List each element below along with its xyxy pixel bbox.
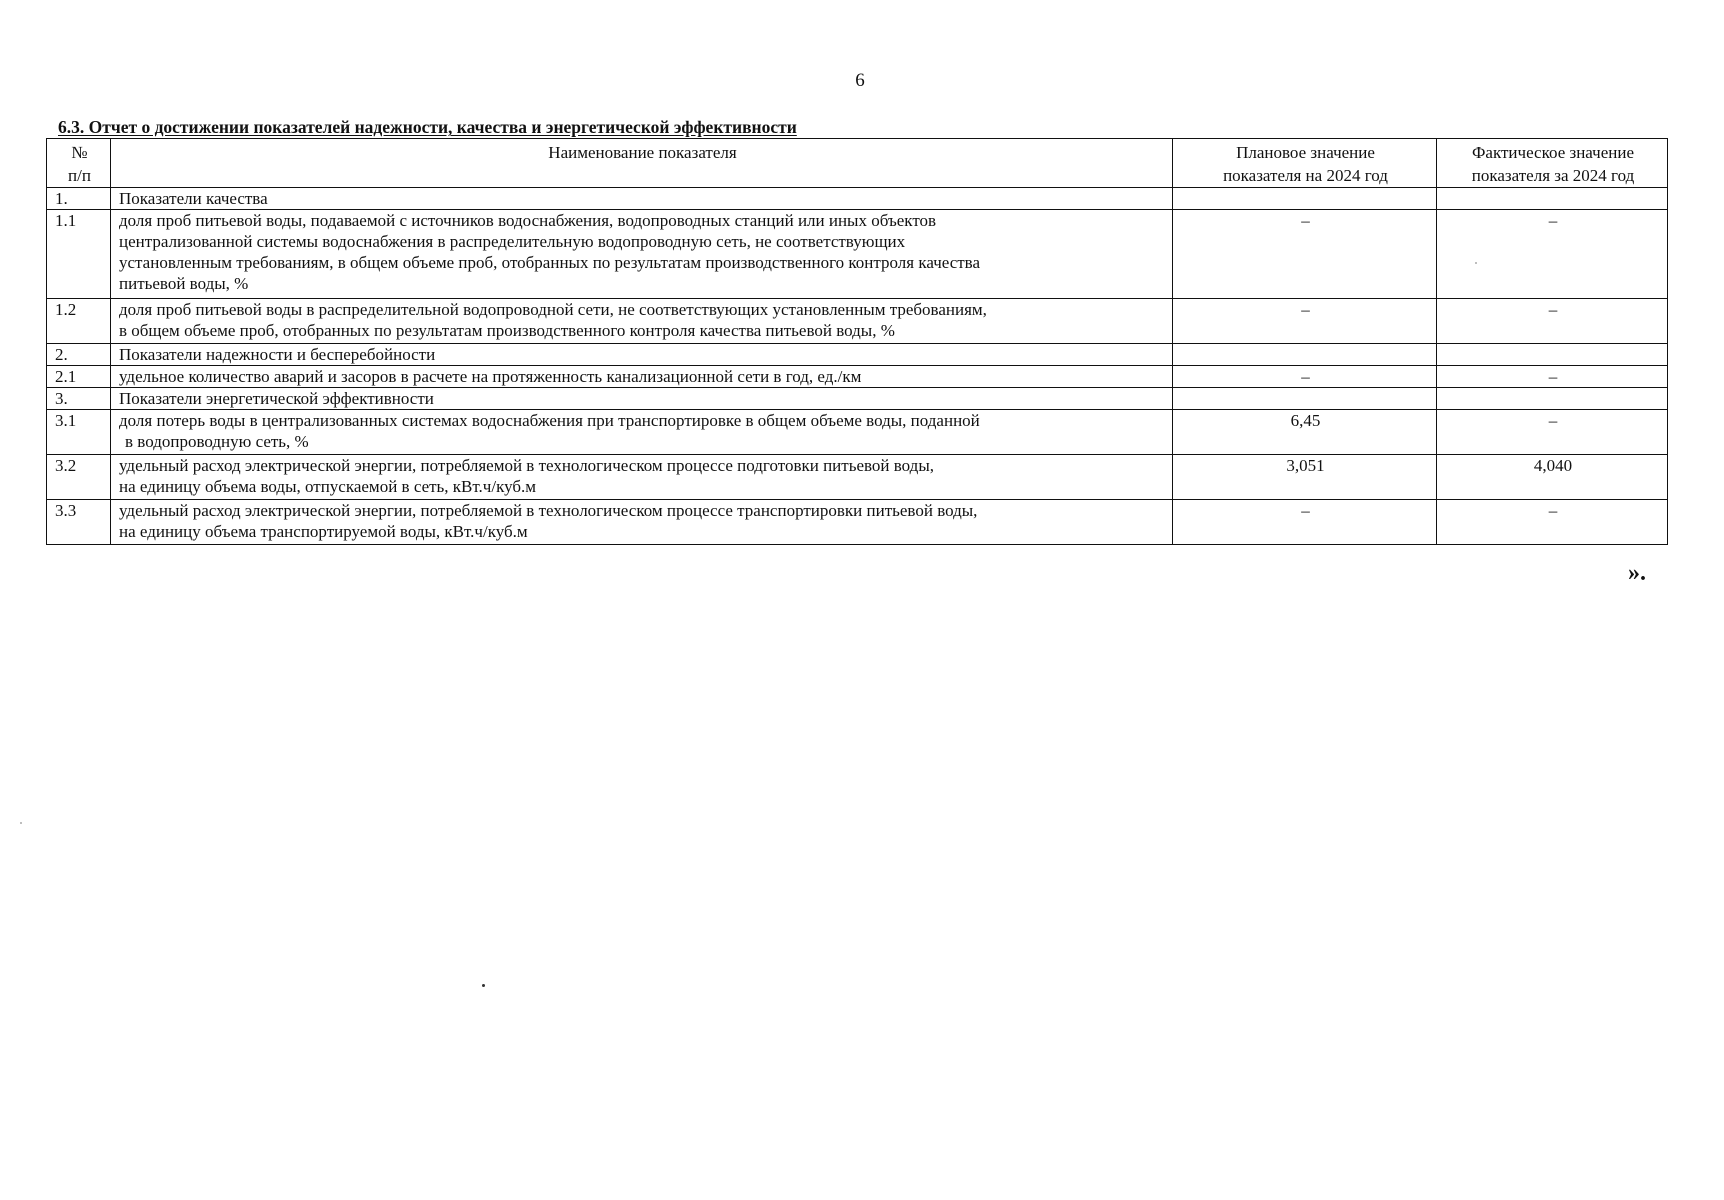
row-fact-value	[1437, 344, 1668, 366]
header-fact-line2: показателя за 2024 год	[1471, 166, 1635, 185]
row-name-line: централизованной системы водоснабжения в распределительную водопроводную сеть, не соответствующих	[119, 232, 906, 251]
row-name-line: Показатели энергетической эффективности	[119, 389, 434, 408]
row-number: 3.1	[47, 410, 111, 455]
row-plan-value: 6,45	[1173, 410, 1437, 455]
table-row	[47, 455, 1668, 500]
row-indicator-name	[111, 188, 1173, 210]
row-plan-value	[1173, 188, 1437, 210]
row-indicator-name	[111, 410, 1173, 455]
header-number-line1: №	[71, 143, 88, 162]
page-number: 6	[855, 70, 865, 91]
row-fact-value	[1437, 388, 1668, 410]
table-row	[47, 366, 1668, 388]
row-indicator-name	[111, 210, 1173, 299]
row-name-line: удельный расход электрической энергии, потребляемой в технологическом процессе транспортировки питьевой воды,	[119, 501, 978, 520]
table-header-row	[47, 139, 1668, 188]
table-row	[47, 410, 1668, 455]
row-number: 2.	[47, 344, 111, 366]
row-number: 3.2	[47, 455, 111, 500]
header-indicator-name-text: Наименование показателя	[548, 143, 737, 162]
row-name-line: на единицу объема транспортируемой воды, кВт.ч/куб.м	[119, 522, 528, 541]
section-title-text: 6.3. Отчет о достижении показателей надежности, качества и энергетической эффективности	[58, 117, 797, 137]
header-number	[47, 139, 111, 188]
table-row	[47, 388, 1668, 410]
table-row	[47, 344, 1668, 366]
row-number: 1.2	[47, 299, 111, 344]
row-name-line: удельный расход электрической энергии, потребляемой в технологическом процессе подготовки питьевой воды,	[119, 456, 934, 475]
table-row	[47, 299, 1668, 344]
row-number: 1.	[47, 188, 111, 210]
row-fact-value: 4,040	[1437, 455, 1668, 500]
section-title	[58, 117, 797, 138]
row-fact-value: –	[1437, 500, 1668, 545]
row-number: 1.1	[47, 210, 111, 299]
row-fact-value: –	[1437, 210, 1668, 299]
row-fact-value	[1437, 188, 1668, 210]
header-plan-line2: показателя на 2024 год	[1223, 166, 1388, 185]
row-fact-value: –	[1437, 299, 1668, 344]
header-fact-value	[1437, 139, 1668, 188]
row-plan-value	[1173, 344, 1437, 366]
row-fact-value: –	[1437, 410, 1668, 455]
header-indicator-name	[111, 139, 1173, 188]
row-number: 3.3	[47, 500, 111, 545]
row-indicator-name	[111, 455, 1173, 500]
row-name-line: установленным требованиям, в общем объеме проб, отобранных по результатам производственного контроля качества	[119, 253, 981, 272]
row-indicator-name	[111, 500, 1173, 545]
row-name-line: в водопроводную сеть, %	[125, 432, 309, 451]
header-plan-line1: Плановое значение	[1236, 143, 1375, 162]
row-name-line: Показатели надежности и бесперебойности	[119, 345, 436, 364]
table-row	[47, 210, 1668, 299]
row-plan-value: –	[1173, 366, 1437, 388]
row-plan-value: –	[1173, 210, 1437, 299]
row-name-line: на единицу объема воды, отпускаемой в сеть, кВт.ч/куб.м	[119, 477, 537, 496]
row-name-line: доля потерь воды в централизованных системах водоснабжения при транспортировке в общем объеме воды, поданной	[119, 411, 980, 430]
scan-speck	[1475, 262, 1477, 264]
table-row	[47, 500, 1668, 545]
row-indicator-name	[111, 388, 1173, 410]
closing-quote-mark: ».	[1628, 560, 1646, 586]
row-plan-value	[1173, 388, 1437, 410]
row-plan-value: –	[1173, 299, 1437, 344]
row-name-line: Показатели качества	[119, 189, 268, 208]
indicators-report-table	[46, 138, 1668, 545]
row-name-line: доля проб питьевой воды в распределительной водопроводной сети, не соответствующих установленным требованиям,	[119, 300, 987, 319]
row-plan-value: –	[1173, 500, 1437, 545]
row-number: 3.	[47, 388, 111, 410]
row-name-line: доля проб питьевой воды, подаваемой с источников водоснабжения, водопроводных станций или иных объектов	[119, 211, 937, 230]
header-plan-value	[1173, 139, 1437, 188]
row-indicator-name	[111, 366, 1173, 388]
row-indicator-name	[111, 299, 1173, 344]
row-fact-value: –	[1437, 366, 1668, 388]
row-name-line: удельное количество аварий и засоров в расчете на протяженность канализационной сети в год, ед./км	[119, 367, 862, 386]
row-name-line: питьевой воды, %	[119, 274, 249, 293]
scan-speck	[482, 984, 485, 987]
scan-speck	[20, 822, 22, 824]
row-indicator-name	[111, 344, 1173, 366]
row-number: 2.1	[47, 366, 111, 388]
row-name-line: в общем объеме проб, отобранных по результатам производственного контроля качества питьевой воды, %	[119, 321, 895, 340]
header-fact-line1: Фактическое значение	[1471, 143, 1634, 162]
header-number-line2: п/п	[68, 166, 91, 185]
row-plan-value: 3,051	[1173, 455, 1437, 500]
table-row	[47, 188, 1668, 210]
